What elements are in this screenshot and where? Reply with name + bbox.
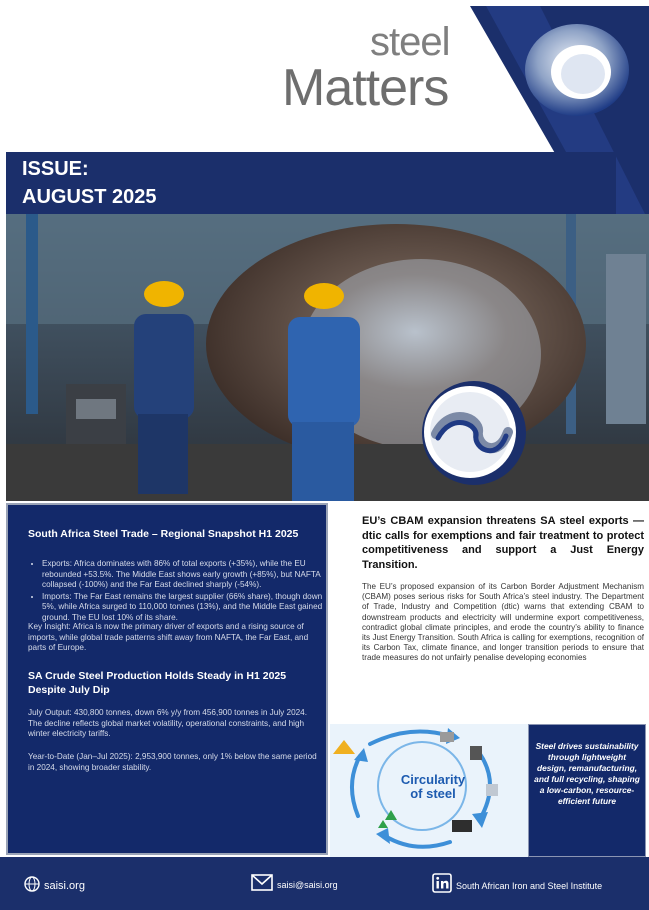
globe-icon (24, 876, 40, 892)
institute-name: South African Iron and Steel Institute (456, 881, 603, 891)
cbam-body-text: The EU’s proposed expansion of its Carbon Border Adjustment Mechanism (CBAM) poses serious risks for South Africa’s steel industry. The Department of Trade, Industry and Competition (dtic) warns that extending CBAM to downstream products and electricity will undermine export competitiveness, contradict global climate principles, and erode the country’s ability to finance its Just Energy Transition. South Africa is calling for exemptions, recognition of its Carbon Tax, climate finance, and longer transition periods to ensure that trade measures do not unfairly penalise developing economies (362, 582, 644, 663)
cover-photo (6, 214, 649, 501)
exports-bullet: • Exports: Africa dominates with 86% of total exports (+35%), while the EU rebounded +53.5%. The Middle East shows early growth (+85%), but NAFTA collapsed (-100%) and the Far East declined sharply (-54%). (42, 559, 332, 591)
imports-bullet: • Imports: The Far East remains the largest supplier (66% share), though down 5%, while Africa surged to 110,000 tonnes (13%), and the Middle East gained ground. The EU lost 10% of its share. (42, 592, 332, 624)
sustainability-text: Steel drives sustainability through lightweight design, remanufacturing, and full recycling, shaping a low-carbon, resource-efficient future (534, 741, 640, 806)
issue-date: AUGUST 2025 (22, 186, 157, 208)
factory-icon (470, 746, 482, 760)
linkedin-icon[interactable] (432, 873, 452, 893)
logo-ring-icon (521, 20, 633, 120)
brand-matters-text: Matters (282, 59, 449, 117)
saisi-emblem-icon (418, 378, 530, 488)
ytd-output-text: Year-to-Date (Jan–Jul 2025): 2,953,900 tonnes, only 1% below the same period in 2024, showing broader stability. (28, 752, 317, 772)
production-title: SA Crude Steel Production Holds Steady in H1 2025 Despite July Dip (28, 670, 287, 696)
ore-pile-icon (333, 740, 355, 754)
steel-block-icon (440, 732, 454, 742)
car-icon (452, 820, 472, 832)
brand-steel-text: steel (370, 20, 450, 64)
key-insight-text: Key Insight: Africa is now the primary driver of exports and a rising source of imports, while global trade patterns shift away from NAFTA, the Far East, and parts of Europe. (28, 622, 309, 652)
circularity-title-line1: Circularity (400, 772, 466, 787)
trade-snapshot-title: South Africa Steel Trade – Regional Snapshot H1 2025 (28, 528, 299, 540)
email-icon (251, 872, 273, 892)
website-link[interactable]: saisi.org (44, 880, 85, 892)
trade-bullet-list (28, 559, 332, 624)
circularity-title (378, 773, 488, 801)
cbam-headline: EU’s CBAM expansion threatens SA steel exports — dtic calls for exemptions and fair treatment to protect competitiveness and support a Just Energy Transition. (362, 515, 644, 571)
issue-label: ISSUE: (22, 158, 89, 180)
circularity-title-line2: of steel (410, 786, 456, 801)
july-output-text: July Output: 430,800 tonnes, down 6% y/y from 456,900 tonnes in July 2024. The decline reflects global market volatility, operational constraints, and high winter electricity tariffs. (28, 708, 308, 738)
email-link[interactable]: saisi@saisi.org (277, 880, 338, 890)
factory-workers-illustration (6, 214, 649, 501)
